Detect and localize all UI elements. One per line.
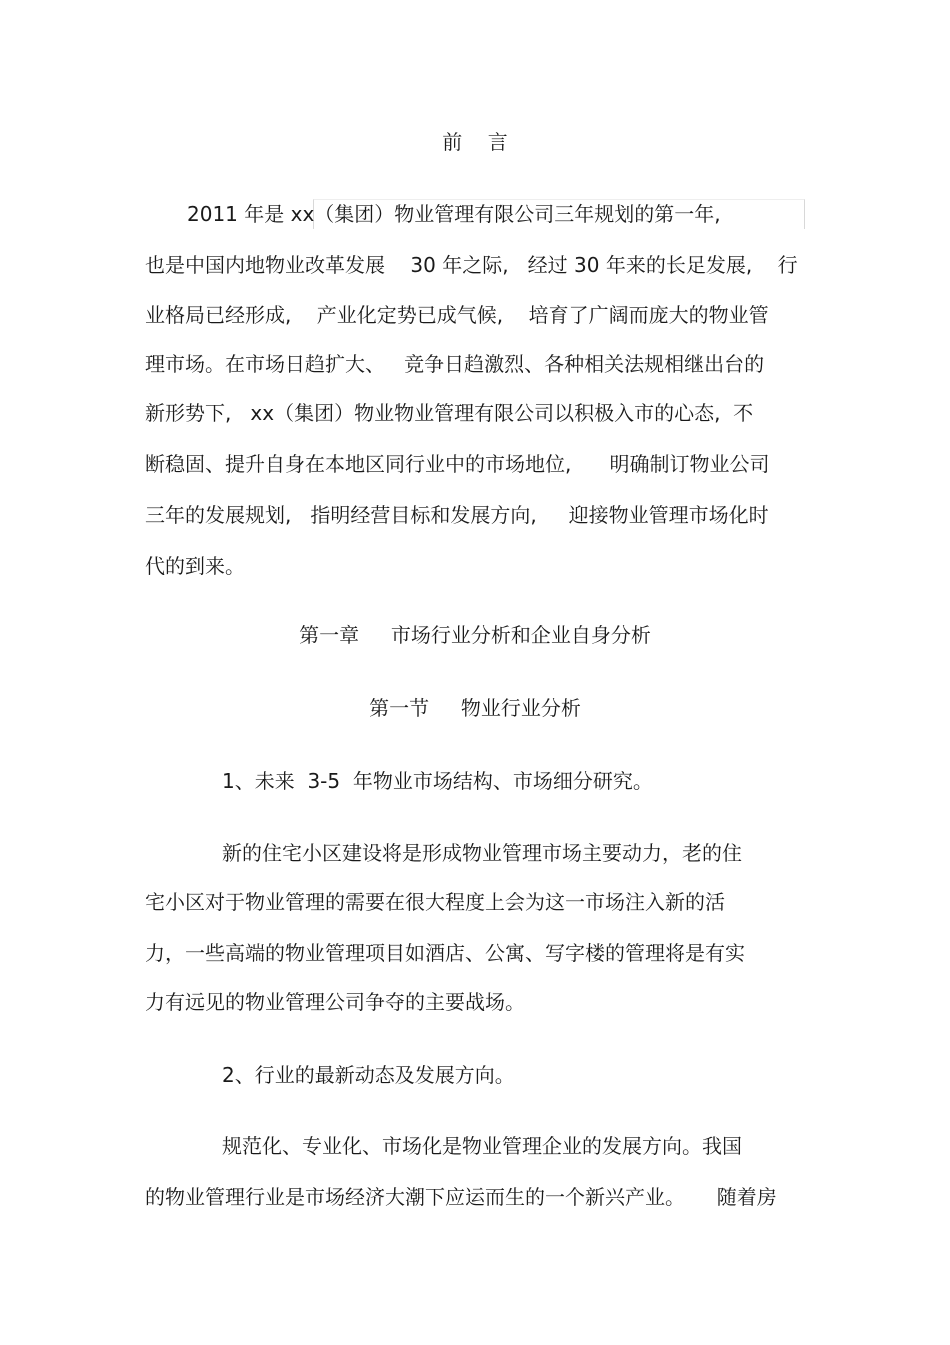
preface-line-8: 代的到来。	[145, 554, 245, 578]
chapter-title: 第一章 市场行业分析和企业自身分析	[299, 623, 651, 647]
item1-line-3: 力，一些高端的物业管理项目如酒店、公寓、写字楼的管理将是有实	[145, 941, 745, 965]
item2-heading: 2、行业的最新动态及发展方向。	[222, 1063, 515, 1087]
preface-title: 前 言	[442, 130, 508, 154]
item1-line-2: 宅小区对于物业管理的需要在很大程度上会为这一市场注入新的活	[145, 890, 725, 914]
preface-line-2: 也是中国内地物业改革发展 30 年之际, 经过 30 年来的长足发展, 行	[145, 253, 798, 277]
preface-line-1: 2011 年是 xx（集团）物业管理有限公司三年规划的第一年,	[187, 202, 721, 226]
item2-line-1: 规范化、专业化、市场化是物业管理企业的发展方向。我国	[222, 1134, 742, 1158]
item2-line-2: 的物业管理行业是市场经济大潮下应运而生的一个新兴产业。 随着房	[145, 1185, 777, 1209]
preface-line-5: 新形势下, xx（集团）物业物业管理有限公司以积极入市的心态, 不	[145, 401, 754, 425]
preface-line-4: 理市场。在市场日趋扩大、 竞争日趋激烈、各种相关法规相继出台的	[145, 352, 765, 376]
item1-heading: 1、未来 3-5 年物业市场结构、市场细分研究。	[222, 769, 653, 793]
preface-line-3: 业格局已经形成, 产业化定势已成气候, 培育了广阔而庞大的物业管	[145, 303, 769, 327]
preface-line-6: 断稳固、提升自身在本地区同行业中的市场地位, 明确制订物业公司	[145, 452, 770, 476]
section-title: 第一节 物业行业分析	[369, 696, 581, 720]
item1-line-4: 力有远见的物业管理公司争夺的主要战场。	[145, 990, 525, 1014]
item1-line-1: 新的住宅小区建设将是形成物业管理市场主要动力，老的住	[222, 841, 742, 865]
preface-line-7: 三年的发展规划, 指明经营目标和发展方向, 迎接物业管理市场化时	[145, 503, 769, 527]
